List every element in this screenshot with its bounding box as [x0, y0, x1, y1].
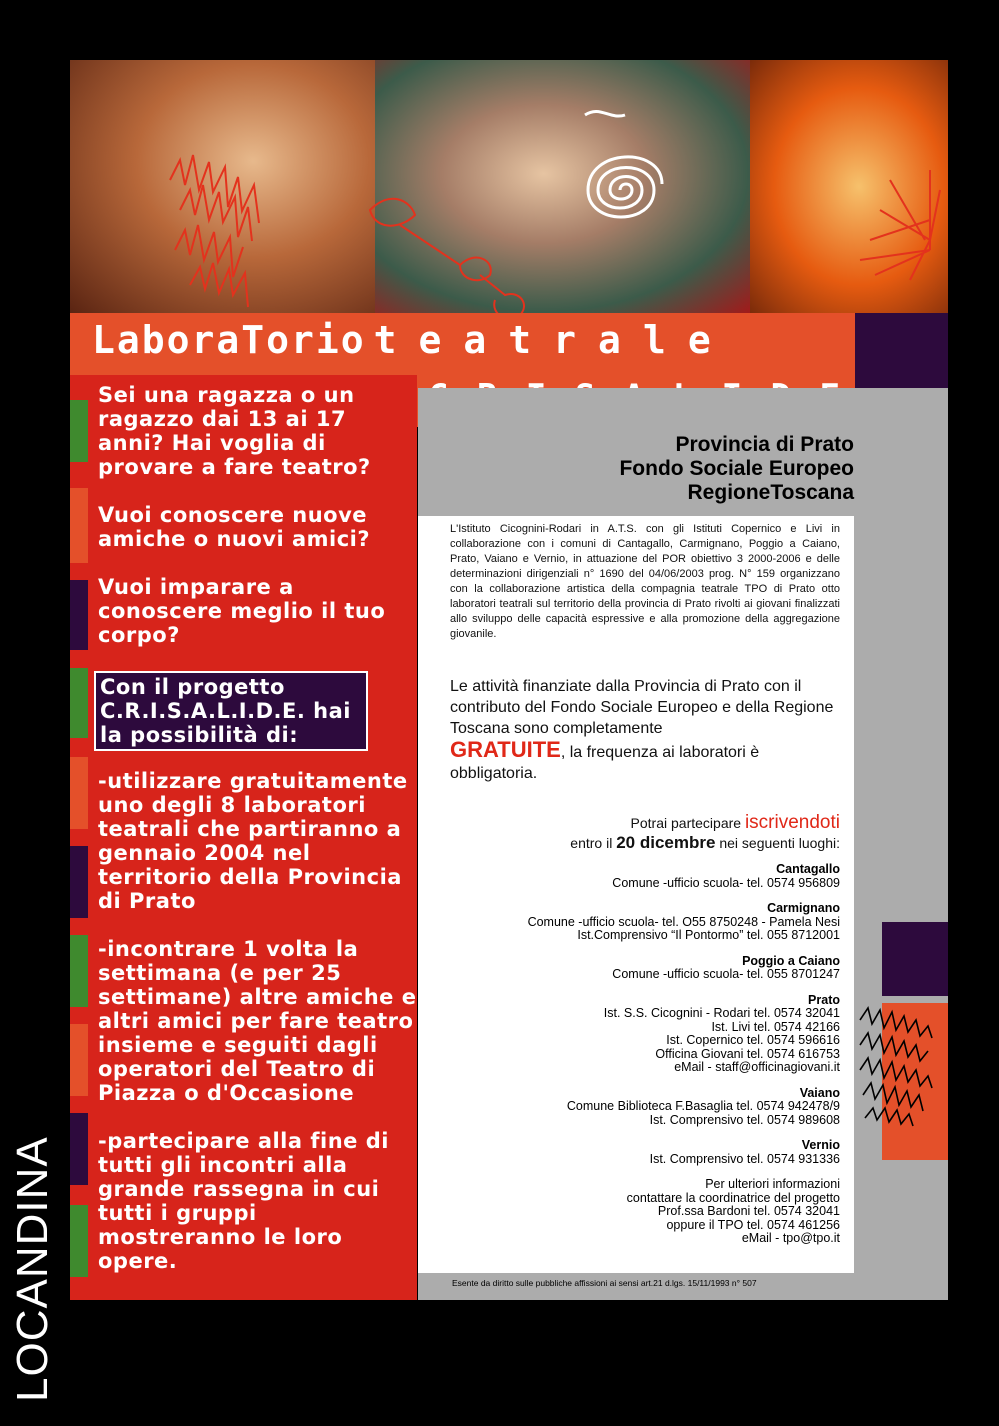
question-friends: Vuoi conoscere nuove amiche o nuovi amici? [98, 503, 371, 551]
left-stripe-orange [70, 1024, 88, 1096]
venue-name: Cantagallo [776, 862, 840, 876]
venue-line: Comune -ufficio scuola- tel. 0574 956809 [612, 875, 840, 890]
signup-date: 20 dicembre [616, 833, 716, 852]
funding-text: Le attività finanziate dalla Provincia di Prato con il contributo del Fondo Sociale Europeo e della Regione Toscana sono completamente [450, 678, 834, 737]
callout-box: Con il progetto C.R.I.S.A.L.I.D.E. hai la possibilità di: [94, 671, 368, 751]
info-email: eMail - tpo@tpo.it [741, 1231, 840, 1245]
venue-prato [450, 994, 840, 1075]
funding-paragraph [450, 676, 840, 784]
info-line: Prof.ssa Bardoni tel. 0574 32041 [657, 1204, 840, 1218]
venue-carmignano [450, 902, 840, 943]
venue-line: Comune -ufficio scuola- tel. 055 8701247 [612, 967, 840, 981]
title-laboratorio: LaboraTorio [92, 318, 366, 362]
venue-poggio [450, 955, 840, 982]
title-teatrale: teatrale [373, 318, 733, 362]
left-stripe-purple [70, 1113, 88, 1185]
venue-line: Officina Giovani tel. 0574 616753 [655, 1046, 840, 1061]
benefit-labs: -utilizzare gratuitamente uno degli 8 laboratori teatrali che partiranno a gennaio 2004 nel territorio della Provincia di Prato [98, 769, 408, 913]
legal-footnote: Esente da diritto sulle pubbliche affissioni ai sensi art.21 d.lgs. 15/11/1993 n° 507 [452, 1278, 757, 1288]
funding-after: , la frequenza ai laboratori è obbligatoria. [450, 744, 760, 782]
left-stripe-purple [70, 580, 88, 650]
venue-vaiano [450, 1087, 840, 1128]
red-scribble-icon [170, 155, 940, 313]
venues-list [450, 863, 840, 1258]
signup-highlight: iscrivendoti [744, 812, 840, 833]
side-label: LOCANDINA [8, 1136, 57, 1402]
left-stripe-purple [70, 846, 88, 918]
intro-paragraph: L'Istituto Cicognini-Rodari in A.T.S. con gli Istituti Copernico e Livi in collaborazione con i comuni di Cantagallo, Carmignano, Poggio a Caiano, Prato, Vaiano e Vernio, in attuazione del POR obiettivo 3 2000-2006 e delle determinazioni dirigenziali n° 1690 del 04/06/2003 prog. N° 159 organizzano con la collaborazione artistica della compagnia teatrale TPO di Prato otto laboratori teatrali sul territorio della provincia di Prato rivolti ai giovani finalizzati allo sviluppo delle capacità espressive e alla promozione della aggregazione giovanile. [450, 523, 840, 640]
sponsor-regione: RegioneToscana [687, 481, 854, 504]
info-line: contattare la coordinatrice del progetto [626, 1190, 840, 1205]
signup-pre: Potrai partecipare [630, 815, 742, 831]
left-stripe-orange [70, 488, 88, 563]
venue-line: Ist. Comprensivo tel. 0574 989608 [649, 1112, 840, 1127]
question-body: Vuoi imparare a conoscere meglio il tuo corpo? [98, 575, 386, 647]
left-stripe-green [70, 935, 88, 1007]
left-stripe-green [70, 668, 88, 738]
side-decor-purple [882, 922, 948, 996]
left-column-text [98, 383, 418, 1297]
left-stripe-orange [70, 757, 88, 829]
signup-block [450, 813, 840, 853]
signup-post: nei seguenti luoghi: [719, 835, 840, 851]
venue-line: Ist. Comprensivo tel. 0574 931336 [649, 1151, 840, 1166]
venue-vernio [450, 1139, 840, 1166]
header-photo-strip [70, 60, 948, 313]
title-accent-block [855, 313, 948, 388]
page-title [92, 318, 733, 362]
scribble-side-icon [855, 1000, 948, 1130]
venue-name: Prato [808, 992, 840, 1007]
left-stripe-green [70, 400, 88, 462]
info-line: oppure il TPO tel. 0574 461256 [666, 1217, 840, 1232]
venue-line: Ist. S.S. Cicognini - Rodari tel. 0574 32041 [603, 1006, 840, 1020]
left-stripe-green [70, 1205, 88, 1277]
venue-name: Vaiano [799, 1085, 840, 1100]
venue-line: Ist.Comprensivo “Il Pontormo” tel. 055 8712001 [577, 928, 840, 942]
venue-name: Carmignano [767, 901, 840, 915]
benefit-final-show: -partecipare alla fine di tutti gli incontri alla grande rassegna in cui tutti i gruppi mostreranno le loro opere. [98, 1129, 389, 1273]
venue-line: Comune -ufficio scuola- tel. O55 8750248 - Pamela Nesi [527, 914, 840, 929]
sponsors-block [440, 433, 854, 505]
signup-entro: entro il [570, 835, 613, 851]
benefit-weekly: -incontrare 1 volta la settimana (e per 25 settimane) altre amiche e altri amici per fare teatro insieme e seguiti dagli operatori del Teatro di Piazza o d'Occasione [98, 937, 417, 1105]
venue-email: eMail - staff@officinagiovani.it [674, 1060, 840, 1074]
venue-cantagallo [450, 863, 840, 890]
info-line: Per ulteriori informazioni [705, 1177, 840, 1191]
venue-line: Ist. Copernico tel. 0574 596616 [666, 1033, 840, 1047]
question-age: Sei una ragazza o un ragazzo dai 13 ai 17 anni? Hai voglia di provare a fare teatro? [98, 383, 371, 479]
spiral-scribble-icon [585, 111, 662, 217]
venue-name: Vernio [801, 1138, 840, 1152]
sponsor-fse: Fondo Sociale Europeo [619, 457, 854, 480]
sponsor-provincia: Provincia di Prato [675, 433, 854, 456]
scribble-overlay [70, 60, 948, 313]
gratuite-label: GRATUITE [450, 737, 561, 762]
venue-name: Poggio a Caiano [742, 953, 840, 968]
further-info [450, 1178, 840, 1246]
venue-line: Comune Biblioteca F.Basaglia tel. 0574 942478/9 [566, 1099, 840, 1113]
venue-line: Ist. Livi tel. 0574 42166 [711, 1019, 840, 1034]
